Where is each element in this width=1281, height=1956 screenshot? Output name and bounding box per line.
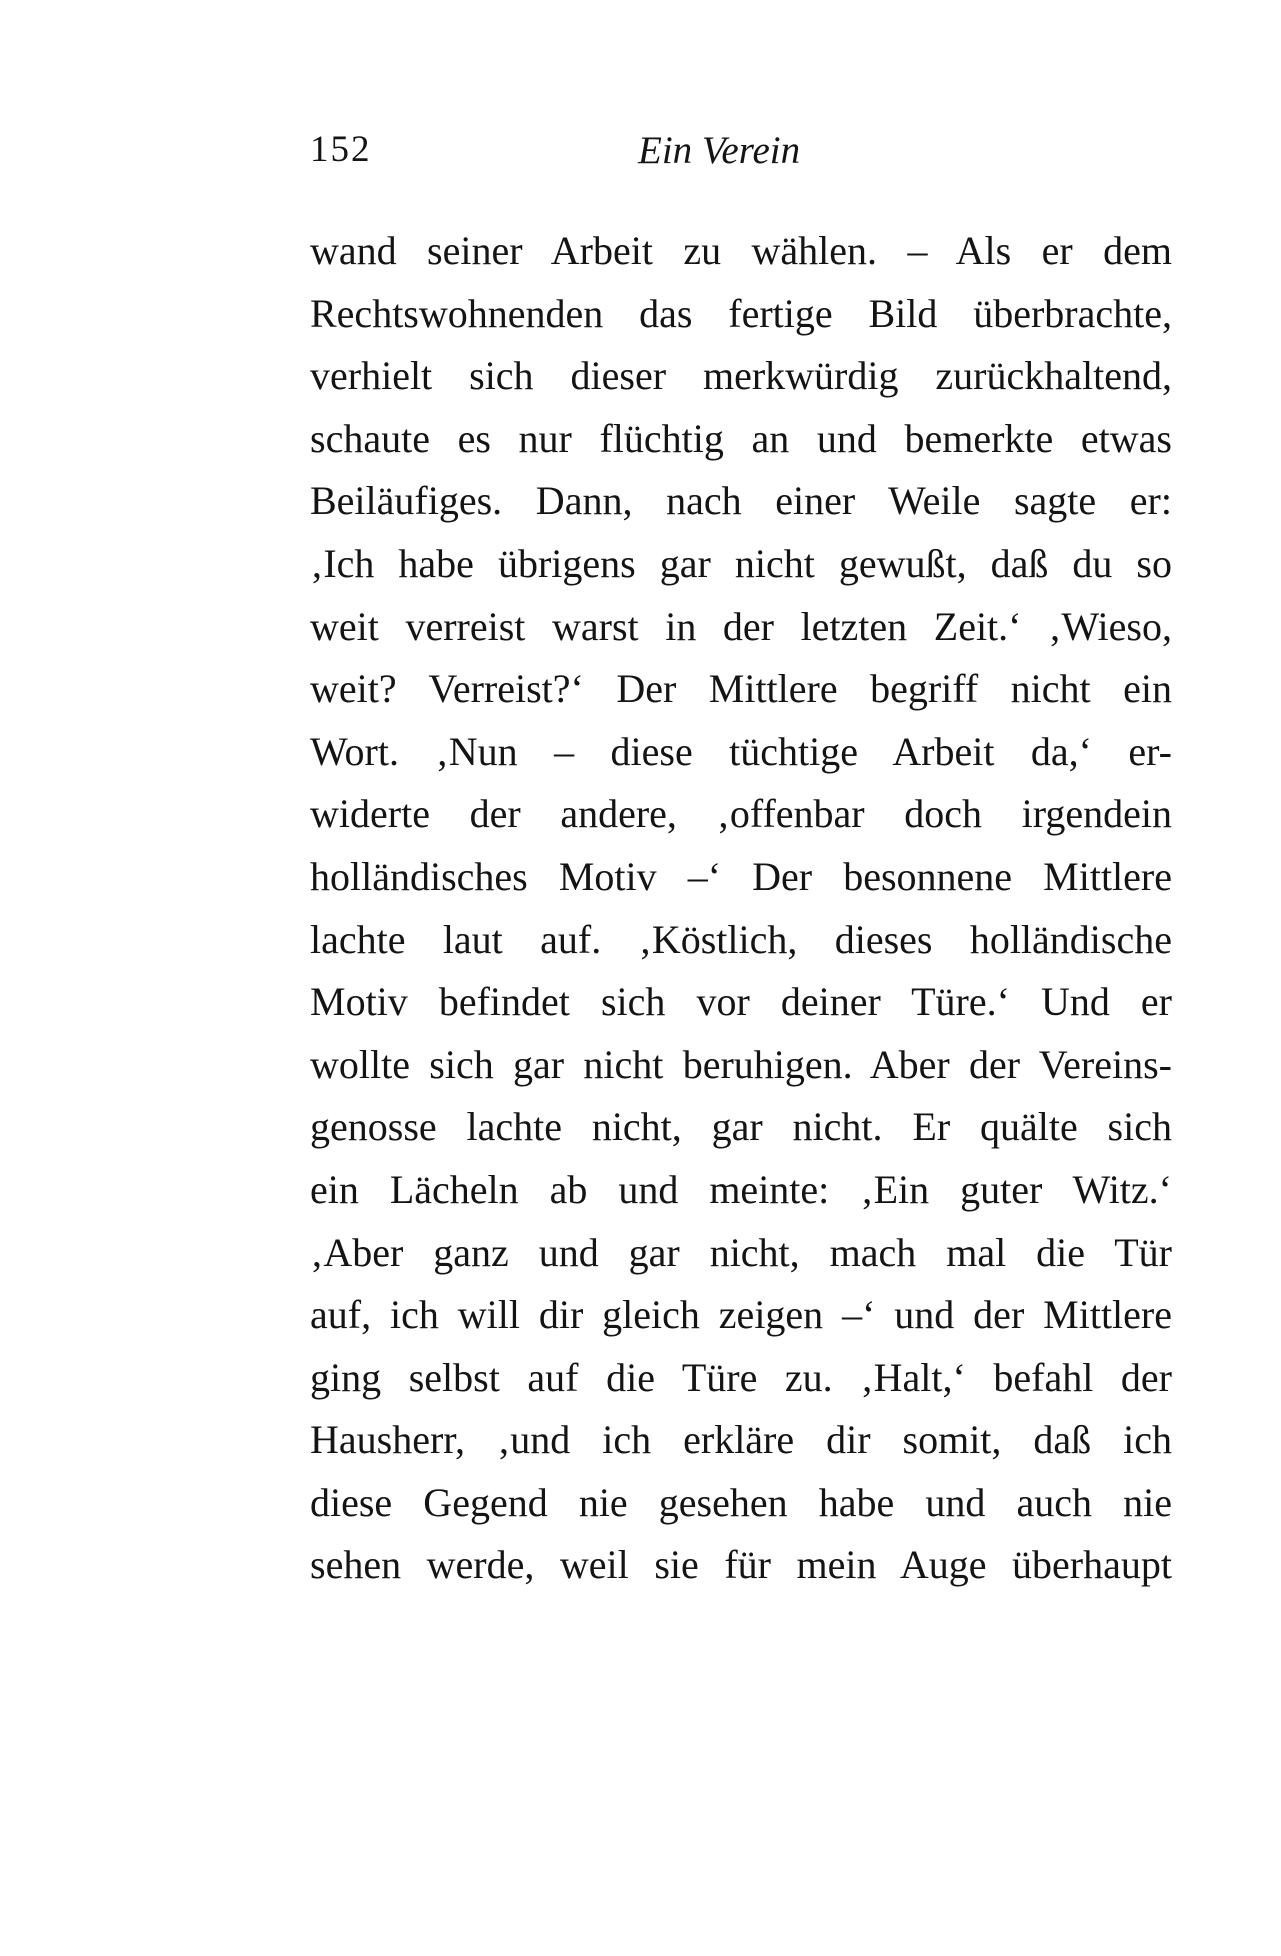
text-line: verhielt sich dieser merkwürdig zurückhaltend, [310, 353, 1172, 399]
text-line: ‚Aber ganz und gar nicht, mach mal die Tür [310, 1229, 1172, 1275]
text-line: auf, ich will dir gleich zeigen –‘ und der Mittlere [310, 1292, 1172, 1338]
text-line: Wort. ‚Nun – diese tüchtige Arbeit da,‘ er- [310, 728, 1172, 774]
text-line: ein Lächeln ab und meinte: ‚Ein guter Witz.‘ [310, 1166, 1172, 1212]
text-line: ‚Ich habe übrigens gar nicht gewußt, daß du so [310, 540, 1172, 586]
text-line: holländisches Motiv –‘ Der besonnene Mittlere [310, 853, 1172, 899]
text-line: widerte der andere, ‚offenbar doch irgendein [310, 791, 1172, 837]
text-line: Beiläufiges. Dann, nach einer Weile sagte er: [310, 478, 1172, 524]
page-number: 152 [310, 129, 372, 170]
text-line: weit verreist warst in der letzten Zeit.‘ ‚Wieso, [310, 603, 1172, 649]
text-line: lachte laut auf. ‚Köstlich, dieses holländische [310, 916, 1172, 962]
text-line: sehen werde, weil sie für mein Auge überhaupt [310, 1542, 1172, 1588]
running-title: Ein Verein [638, 129, 801, 172]
text-line: wollte sich gar nicht beruhigen. Aber der Vereins- [310, 1041, 1172, 1087]
text-line: Rechtswohnenden das fertige Bild überbrachte, [310, 290, 1172, 336]
text-line: wand seiner Arbeit zu wählen. – Als er dem [310, 228, 1172, 273]
text-line: schaute es nur flüchtig an und bemerkte etwas [310, 415, 1172, 461]
text-line: weit? Verreist?‘ Der Mittlere begriff nicht ein [310, 666, 1172, 712]
text-line: Motiv befindet sich vor deiner Türe.‘ Und er [310, 979, 1172, 1025]
text-line: diese Gegend nie gesehen habe und auch nie [310, 1479, 1172, 1525]
text-line: genosse lachte nicht, gar nicht. Er quälte sich [310, 1104, 1172, 1150]
text-line: ging selbst auf die Türe zu. ‚Halt,‘ befahl der [310, 1354, 1172, 1400]
body-text [310, 220, 1172, 1597]
running-head [310, 128, 1170, 178]
text-line: Hausherr, ‚und ich erkläre dir somit, daß ich [310, 1417, 1172, 1463]
